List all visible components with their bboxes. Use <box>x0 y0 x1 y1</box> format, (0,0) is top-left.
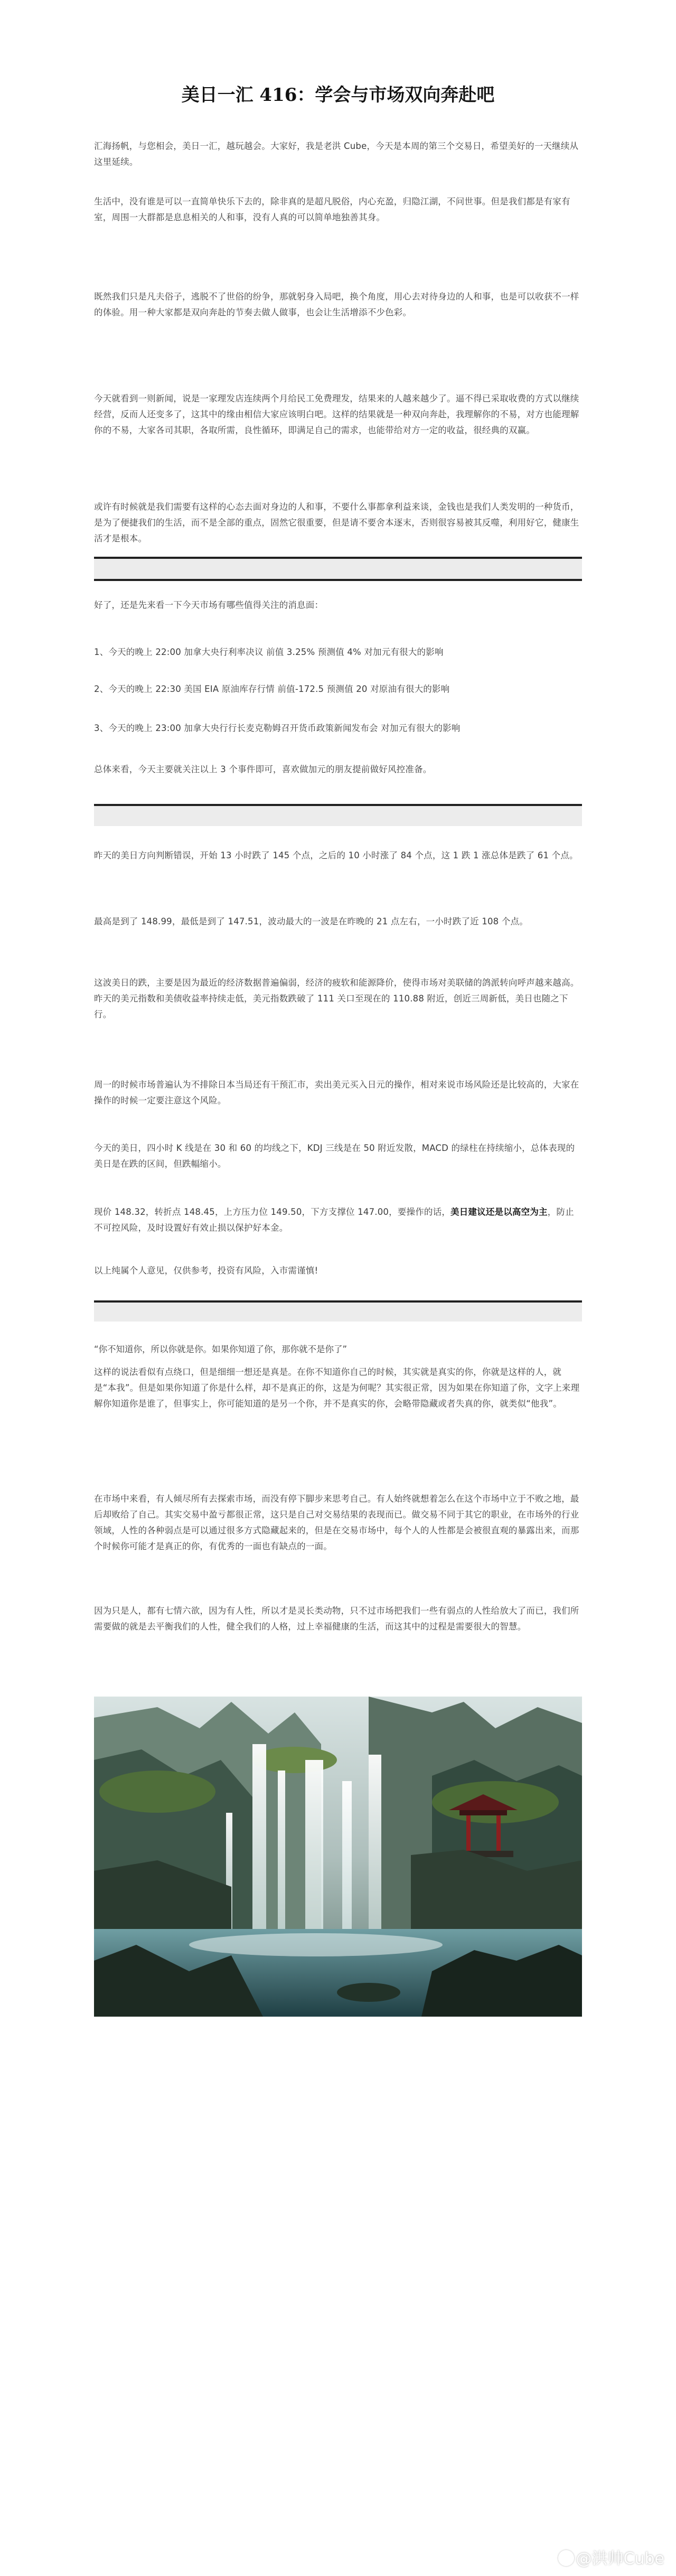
news-item-3: 3、今天的晚上 23:00 加拿大央行行长麦克勒姆召开货币政策新闻发布会 对加元有很大的影响 <box>94 723 461 733</box>
intro-paragraph-3: 既然我们只是凡夫俗子，逃脱不了世俗的纷争，那就躬身入局吧，换个角度，用心去对待身边的人和事，也是可以收获不一样的体验。用一种大家都是双向奔赴的节奏去做人做事，也会让生活增添不少色彩。 <box>94 292 579 317</box>
divider-fill <box>94 1303 582 1322</box>
closing-paragraph-2: 在市场中来看，有人倾尽所有去探索市场，而没有停下脚步来思考自己。有人始终就想着怎么在这个市场中立于不败之地，最后却败给了自己。其实交易中盈亏都很正常，这只是自己对交易结果的表现而已。做交易不同于其它的职业，在市场外的行业领域，人性的各种弱点是可以通过很多方式隐藏起来的，但是在交易市场中，每个人的人性都是会被很直观的暴露出来，而那个时候你可能才是真正的你，有优秀的一面也有缺点的一面。 <box>94 1494 579 1551</box>
intro-paragraph-2: 生活中，没有谁是可以一直简单快乐下去的，除非真的是超凡脱俗，内心充盈，归隐江湖，不问世事。但是我们都是有家有室，周围一大群都是息息相关的人和事，没有人真的可以简单地独善其身。 <box>94 196 570 222</box>
levels-recommendation: 美日建议还是以高空为主 <box>450 1207 548 1217</box>
analysis-paragraph-5: 今天的美日，四小时 K 线是在 30 和 60 的均线之下，KDJ 三线是在 50 附近发散，MACD 的绿柱在持续缩小，总体表现的美日是在跌的区间，但跌幅缩小。 <box>94 1143 575 1169</box>
analysis-paragraph-3: 这波美日的跌，主要是因为最近的经济数据普遍偏弱，经济的疲软和能源降价，使得市场对美联储的鸽派转向呼声越来越高。昨天的美元指数和美债收益率持续走低，美元指数跌破了 111 关口至现在的 110.88 附近，创近三周新低，美日也随之下行。 <box>94 978 579 1019</box>
divider-fill <box>94 806 582 826</box>
section-divider-2 <box>94 804 582 826</box>
divider-fill <box>94 559 582 579</box>
disclaimer: 以上纯属个人意见，仅供参考，投资有风险，入市需谨慎! <box>94 1266 318 1276</box>
levels-text: 现价 148.32，转折点 148.45，上方压力位 149.50，下方支撑位 147.00，要操作的话， <box>94 1207 451 1217</box>
watermark-text: @洪帅Cube <box>576 2550 664 2568</box>
article <box>94 0 582 1632</box>
news-item-2: 2、今天的晚上 22:30 美国 EIA 原油库存行情 前值-172.5 预测值 20 对原油有很大的影响 <box>94 684 450 694</box>
article-title: 美日一汇 416：学会与市场双向奔赴吧 <box>181 85 495 106</box>
weibo-logo-icon <box>558 2550 574 2566</box>
news-intro: 好了，还是先来看一下今天市场有哪些值得关注的消息面： <box>94 600 324 610</box>
section-divider-1 <box>94 557 582 581</box>
levels-paragraph <box>94 1204 582 1236</box>
closing-paragraph-1: 这样的说法看似有点绕口，但是细细一想还是真是。在你不知道你自己的时候，其实就是真实的你，你就是这样的人，就是“本我”。但是如果你知道了你是什么样，却不是真正的你，这是为何呢？其实很正常，因为如果在你知道了你，文字上来理解你知道你是谁了，但事实上，你可能知道的是另一个你，并不是真实的你，会略带隐藏或者失真的你，就类似“他我”。 <box>94 1367 580 1409</box>
levels-text-tail: ，防止不可控风险，及时设置好有效止损以保护好本金。 <box>94 1207 574 1233</box>
divider-bottom-line <box>94 579 582 581</box>
analysis-paragraph-1: 昨天的美日方向判断错误，开始 13 小时跌了 145 个点，之后的 10 小时涨了 84 个点，这 1 跌 1 涨总体是跌了 61 个点。 <box>94 850 578 860</box>
landscape-illustration <box>94 1697 582 2017</box>
analysis-paragraph-2: 最高是到了 148.99，最低是到了 147.51，波动最大的一波是在昨晚的 21 点左右，一小时跌了近 108 个点。 <box>94 916 528 926</box>
waterfall-landscape-image <box>94 1697 582 2017</box>
news-item-1: 1、今天的晚上 22:00 加拿大央行利率决议 前值 3.25% 预测值 4% 对加元有很大的影响 <box>94 647 444 657</box>
intro-paragraph-4: 今天就看到一则新闻，说是一家理发店连续两个月给民工免费理发，结果来的人越来越少了。逼不得已采取收费的方式以继续经营，反而人还变多了，这其中的缘由相信大家应该明白吧。这样的结果就是一种双向奔赴，我理解你的不易，对方也能理解你的不易，大家各司其职，各取所需，良性循环，即满足自己的需求，也能带给对方一定的收益，很经典的双赢。 <box>94 394 579 435</box>
section-divider-3 <box>94 1300 582 1322</box>
intro-paragraph-1: 汇海扬帆，与您相会，美日一汇，越玩越会。大家好，我是老洪 Cube，今天是本周的第三个交易日，希望美好的一天继续从这里延续。 <box>94 141 579 167</box>
intro-paragraph-5: 或许有时候就是我们需要有这样的心态去面对身边的人和事，不要什么事都拿利益来谈，金钱也是我们人类发明的一种货币，是为了便捷我们的生活，而不是全部的重点，固然它很重要，但是请不要舍本逐末，否则很容易被其反噬，利用好它，健康生活才是根本。 <box>94 502 579 544</box>
closing-paragraph-3: 因为只是人，都有七情六欲，因为有人性，所以才是灵长类动物，只不过市场把我们一些有弱点的人性给放大了而已，我们所需要做的就是去平衡我们的人性，健全我们的人格，过上幸福健康的生活，而这其中的过程是需要很大的智慧。 <box>94 1606 579 1632</box>
quote: “你不知道你，所以你就是你。如果你知道了你，那你就不是你了” <box>94 1344 348 1354</box>
analysis-paragraph-4: 周一的时候市场普遍认为不排除日本当局还有干预汇市，卖出美元买入日元的操作，相对来说市场风险还是比较高的，大家在操作的时候一定要注意这个风险。 <box>94 1080 579 1106</box>
watermark <box>558 2545 664 2569</box>
news-summary: 总体来看，今天主要就关注以上 3 个事件即可，喜欢做加元的朋友提前做好风控准备。 <box>94 764 432 774</box>
